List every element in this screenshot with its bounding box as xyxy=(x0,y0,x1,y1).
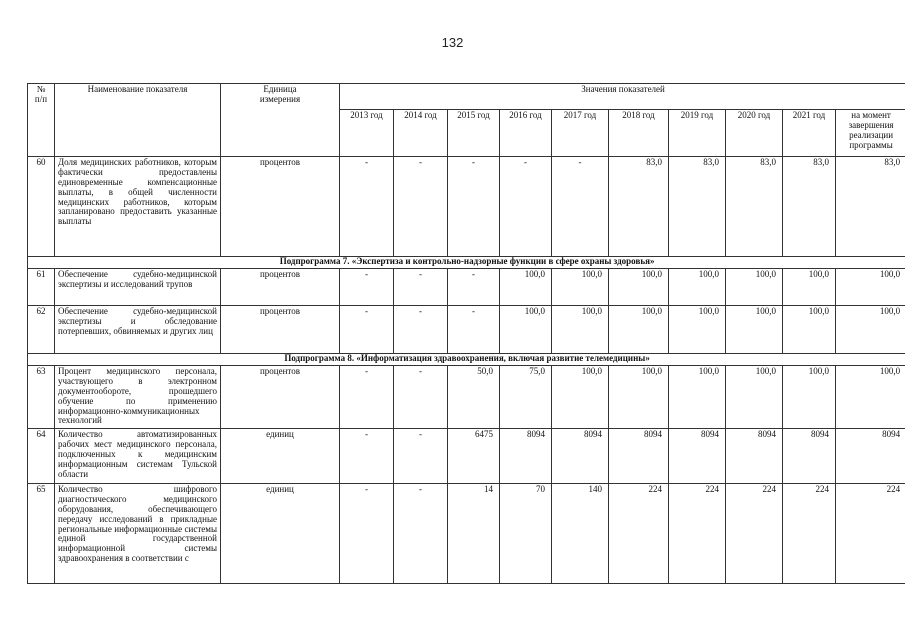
indicator-value: - xyxy=(394,157,448,257)
indicator-value: 83,0 xyxy=(836,157,905,257)
header-year: 2018 год xyxy=(609,110,669,157)
indicator-value: 100,0 xyxy=(783,306,836,354)
indicator-value: 100,0 xyxy=(552,269,609,306)
unit-of-measure: процентов xyxy=(221,269,340,306)
row-number: 62 xyxy=(28,306,55,354)
header-year: 2014 год xyxy=(394,110,448,157)
row-number: 60 xyxy=(28,157,55,257)
unit-of-measure: процентов xyxy=(221,157,340,257)
header-year: 2017 год xyxy=(552,110,609,157)
indicator-value: 224 xyxy=(609,484,669,584)
indicator-value: - xyxy=(340,269,394,306)
header-unit: Единица измерения xyxy=(221,84,340,157)
unit-of-measure: единиц xyxy=(221,429,340,484)
unit-of-measure: процентов xyxy=(221,306,340,354)
indicator-value: - xyxy=(394,366,448,429)
indicator-value: 50,0 xyxy=(448,366,500,429)
indicator-value: 8094 xyxy=(726,429,783,484)
indicator-value: 100,0 xyxy=(669,306,726,354)
indicator-value: - xyxy=(448,157,500,257)
row-number: 61 xyxy=(28,269,55,306)
indicator-value: 100,0 xyxy=(609,366,669,429)
indicator-value: 8094 xyxy=(609,429,669,484)
indicator-value: - xyxy=(340,157,394,257)
indicator-value: 83,0 xyxy=(609,157,669,257)
indicator-value: 100,0 xyxy=(609,306,669,354)
indicator-value: 8094 xyxy=(783,429,836,484)
indicator-name: Количество автоматизированных рабочих мест медицинского персонала, подключенных к медицинским информационным системам Тульской области xyxy=(55,429,221,484)
indicator-value: 100,0 xyxy=(669,269,726,306)
indicator-value: - xyxy=(340,429,394,484)
indicator-value: 100,0 xyxy=(669,366,726,429)
indicator-value: 75,0 xyxy=(500,366,552,429)
header-num: № п/п xyxy=(28,84,55,157)
indicator-value: 83,0 xyxy=(783,157,836,257)
indicator-value: 100,0 xyxy=(726,269,783,306)
indicator-value: 140 xyxy=(552,484,609,584)
header-year: 2019 год xyxy=(669,110,726,157)
table-row xyxy=(28,366,905,429)
header-name: Наименование показателя xyxy=(55,84,221,157)
row-number: 63 xyxy=(28,366,55,429)
indicator-value: 100,0 xyxy=(500,306,552,354)
indicator-value: 8094 xyxy=(552,429,609,484)
indicator-value: 100,0 xyxy=(783,366,836,429)
unit-of-measure: процентов xyxy=(221,366,340,429)
table-row xyxy=(28,269,905,306)
indicator-name: Обеспечение судебно-медицинской экспертизы и исследований трупов xyxy=(55,269,221,306)
header-year: 2015 год xyxy=(448,110,500,157)
indicator-value: - xyxy=(448,306,500,354)
indicator-value: 100,0 xyxy=(783,269,836,306)
indicator-value: 100,0 xyxy=(609,269,669,306)
indicator-value: 8094 xyxy=(500,429,552,484)
row-number: 64 xyxy=(28,429,55,484)
header-year: 2016 год xyxy=(500,110,552,157)
table-row xyxy=(28,484,905,584)
indicator-value: 100,0 xyxy=(836,306,905,354)
indicator-value: - xyxy=(340,484,394,584)
indicator-value: 224 xyxy=(836,484,905,584)
page-number: 132 xyxy=(441,35,464,50)
indicator-value: 100,0 xyxy=(726,306,783,354)
indicator-value: 100,0 xyxy=(836,269,905,306)
indicator-value: - xyxy=(552,157,609,257)
table-row xyxy=(28,306,905,354)
indicator-value: - xyxy=(340,366,394,429)
header-year: 2021 год xyxy=(783,110,836,157)
indicator-name: Обеспечение судебно-медицинской экспертизы и обследование потерпевших, обвиняемых и других лиц xyxy=(55,306,221,354)
indicator-value: 6475 xyxy=(448,429,500,484)
indicator-name: Процент медицинского персонала, участвующего в электронном документообороте, прошедшего обучение по применению информационно-коммуникационных технологий xyxy=(55,366,221,429)
table-row xyxy=(28,429,905,484)
indicator-value: 8094 xyxy=(836,429,905,484)
indicator-value: - xyxy=(394,306,448,354)
indicator-value: 224 xyxy=(783,484,836,584)
indicator-value: - xyxy=(500,157,552,257)
indicator-value: 8094 xyxy=(669,429,726,484)
table-row xyxy=(28,157,905,257)
header-values: Значения показателей xyxy=(340,84,905,110)
indicator-name: Доля медицинских работников, которым фактически предоставлены единовременные компенсационные выплаты, в общей численности медицинских работников, которым запланировано предоставить указанные выплаты xyxy=(55,157,221,257)
indicator-value: - xyxy=(448,269,500,306)
indicator-value: 224 xyxy=(726,484,783,584)
indicator-value: 70 xyxy=(500,484,552,584)
indicator-value: - xyxy=(394,484,448,584)
indicator-value: - xyxy=(394,429,448,484)
indicator-value: 100,0 xyxy=(726,366,783,429)
row-number: 65 xyxy=(28,484,55,584)
subprogram-header: Подпрограмма 8. «Информатизация здравоохранения, включая развитие телемедицины» xyxy=(28,354,905,366)
indicator-value: 83,0 xyxy=(669,157,726,257)
indicator-value: 100,0 xyxy=(552,306,609,354)
indicator-value: - xyxy=(340,306,394,354)
indicator-value: 224 xyxy=(669,484,726,584)
header-year: 2020 год xyxy=(726,110,783,157)
indicator-value: 100,0 xyxy=(836,366,905,429)
indicator-name: Количество шифрового диагностического медицинского оборудования, обеспечивающего передачу исследований в прикладные региональные информационные системы единой государственной информационной системы здравоохранения в соответствии с xyxy=(55,484,221,584)
header-year: на момент завершения реализации программы xyxy=(836,110,905,157)
indicator-value: 100,0 xyxy=(500,269,552,306)
subprogram-header: Подпрограмма 7. «Экспертиза и контрольно-надзорные функции в сфере охраны здоровья» xyxy=(28,257,905,269)
indicators-table xyxy=(27,83,905,584)
header-year: 2013 год xyxy=(340,110,394,157)
unit-of-measure: единиц xyxy=(221,484,340,584)
indicator-value: 14 xyxy=(448,484,500,584)
indicator-value: 83,0 xyxy=(726,157,783,257)
indicator-value: - xyxy=(394,269,448,306)
indicator-value: 100,0 xyxy=(552,366,609,429)
